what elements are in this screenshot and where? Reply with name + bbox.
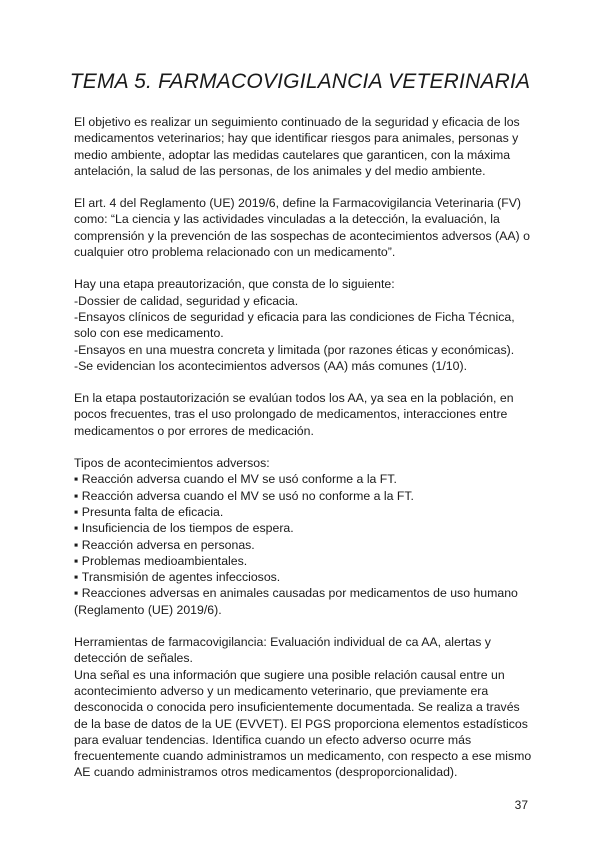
preauth-intro: Hay una etapa preautorización, que consta de lo siguiente: [74,277,395,292]
types-list-item: ▪ Reacción adversa en personas. [74,537,534,553]
types-list-item: ▪ Reacción adversa cuando el MV se usó no conforme a la FT. [74,488,534,504]
tools-paragraph: Herramientas de farmacovigilancia: Evaluación individual de ca AA, alertas y detección de señales. [74,635,491,666]
preauth-item: -Ensayos en una muestra concreta y limitada (por razones éticas y económicas). [74,342,515,357]
preauth-item: -Dossier de calidad, seguridad y eficacia. [74,293,299,308]
preauth-item: -Ensayos clínicos de seguridad y eficacia para las condiciones de Ficha Técnica, solo con ese medicamento. [74,309,515,341]
postauth-paragraph: En la etapa postautorización se evalúan todos los AA, ya sea en la población, en pocos frecuentes, tras el uso prolongado de medicamentos, interacciones entre medicamentos o por errores de medicación. [74,391,514,438]
page-number: 37 [514,798,528,812]
definition-paragraph: El art. 4 del Reglamento (UE) 2019/6, define la Farmacovigilancia Veterinaria (FV) como: “La ciencia y las actividades vinculadas a la detección, la evaluación, la comprensión y la prevención de las sospechas de acontecimientos adversos (AA) o cualquier otro problema relacionado con un medicamento”. [74,196,530,260]
types-list-item: ▪ Presunta falta de eficacia. [74,504,534,520]
types-intro: Tipos de acontecimientos adversos: [74,456,270,471]
intro-paragraph: El objetivo es realizar un seguimiento continuado de la seguridad y eficacia de los medicamentos veterinarios; hay que identificar riesgos para animales, personas y medio ambiente, adoptar las medidas cautelares que garanticen, con la máxima antelación, la salud de las personas, de los animales y del medio ambiente. [74,115,520,178]
signal-paragraph: Una señal es una información que sugiere una posible relación causal entre un acontecimiento adverso y un medicamento veterinario, que previamente era desconocida o conocida pero insuficientemente documentada. Se realiza a través de la base de datos de la UE (EVVET). El PGS proporciona elementos estadísticos para evaluar tendencias. Identifica cuando un efecto adverso ocurre más frecuentemente cuando administramos un medicamento, con respecto a ese mismo AE cuando administramos otros medicamentos (desproporcionalidad). [74,667,532,780]
types-list-item: ▪ Insuficiencia de los tiempos de espera. [74,520,534,536]
document-body [74,114,534,781]
types-list-item: ▪ Problemas medioambientales. [74,553,534,569]
types-list-item: ▪ Reacción adversa cuando el MV se usó conforme a la FT. [74,471,534,487]
types-list-item: ▪ Transmisión de agentes infecciosos. [74,569,534,585]
preauth-item: -Se evidencian los acontecimientos adversos (AA) más comunes (1/10). [74,358,467,373]
page-title: TEMA 5. FARMACOVIGILANCIA VETERINARIA [69,70,531,93]
types-list-item: ▪ Reacciones adversas en animales causadas por medicamentos de uso humano (Reglamento (UE) 2019/6). [74,585,534,618]
